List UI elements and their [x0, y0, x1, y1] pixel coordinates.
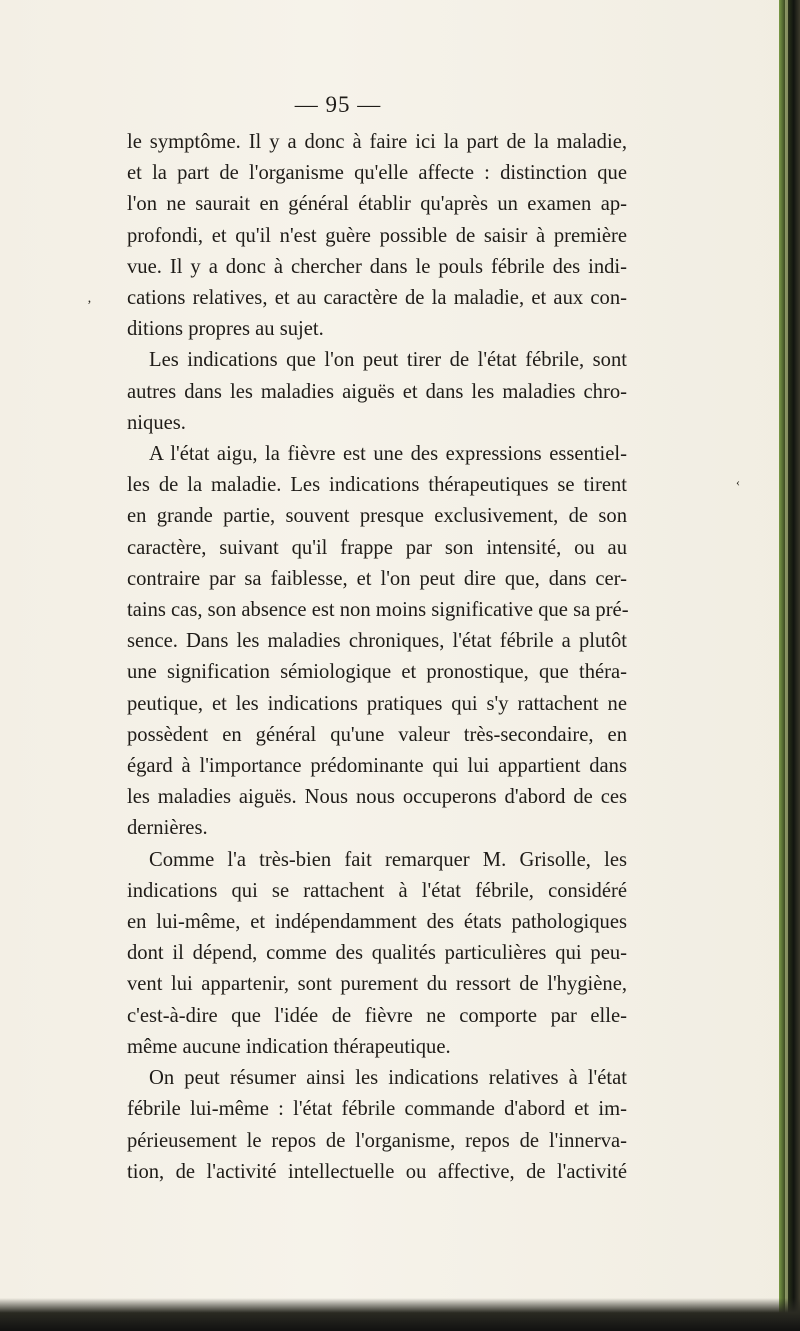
gutter-highlight: [785, 0, 788, 1331]
text-line: vent lui appartenir, sont purement du ressort de l'hygiène,: [127, 973, 627, 996]
text-line: fébrile lui-même : l'état fébrile commande d'abord et im-: [127, 1098, 627, 1121]
text-line: périeusement le repos de l'organisme, repos de l'innerva-: [127, 1129, 627, 1152]
text-line: le symptôme. Il y a donc à faire ici la part de la maladie,: [127, 131, 627, 153]
text-line: profondi, et qu'il n'est guère possible de saisir à première: [127, 224, 627, 247]
paragraph-3: [127, 439, 627, 845]
text-line: On peut résumer ainsi les indications relatives à l'état: [149, 1067, 627, 1090]
text-line: Les indications que l'on peut tirer de l'état fébrile, sont: [149, 349, 627, 372]
text-line: en lui-même, et indépendamment des états pathologiques: [127, 911, 627, 934]
text-line: dont il dépend, comme des qualités particulières qui peu-: [127, 942, 627, 965]
text-line: l'on ne saurait en général établir qu'après un examen ap-: [127, 193, 627, 216]
text-line: une signification sémiologique et pronostique, que théra-: [127, 661, 627, 684]
text-line: A l'état aigu, la fièvre est une des expressions essentiel-: [149, 443, 627, 466]
text-line: égard à l'importance prédominante qui lui appartient dans: [127, 755, 627, 778]
text-line: les maladies aiguës. Nous nous occuperons d'abord de ces: [127, 786, 627, 809]
text-line: niques.: [127, 411, 186, 434]
bottom-edge-shadow: [0, 1298, 800, 1331]
margin-mark-right: ‹: [736, 475, 740, 489]
paragraph-5: [127, 1063, 627, 1188]
text-line: les de la maladie. Les indications thérapeutiques se tirent: [127, 474, 627, 497]
text-line: autres dans les maladies aiguës et dans les maladies chro-: [127, 380, 627, 403]
text-line: ditions propres au sujet.: [127, 318, 324, 341]
paragraph-2: [127, 345, 627, 439]
text-line: et la part de l'organisme qu'elle affecte : distinction que: [127, 162, 627, 185]
text-line: peutique, et les indications pratiques qui s'y rattachent ne: [127, 692, 627, 715]
text-line: tion, de l'activité intellectuelle ou affective, de l'activité: [127, 1160, 627, 1183]
text-line: cations relatives, et au caractère de la maladie, et aux con-: [127, 287, 627, 310]
page-number-header: — 95 —: [294, 92, 382, 117]
text-line: vue. Il y a donc à chercher dans le pouls fébrile des indi-: [127, 255, 627, 278]
body-text: [127, 127, 627, 1188]
text-line: en grande partie, souvent presque exclusivement, de son: [127, 505, 627, 528]
text-line: dernières.: [127, 817, 208, 840]
text-line: Comme l'a très-bien fait remarquer M. Grisolle, les: [149, 848, 627, 871]
text-line: caractère, suivant qu'il frappe par son intensité, ou au: [127, 536, 627, 559]
paragraph-1: [127, 127, 627, 345]
text-line: indications qui se rattachent à l'état fébrile, considéré: [127, 879, 627, 902]
paragraph-4: [127, 845, 627, 1063]
text-line: sence. Dans les maladies chroniques, l'état fébrile a plutôt: [127, 630, 627, 653]
text-line: tains cas, son absence est non moins significative que sa pré-: [127, 599, 629, 622]
margin-mark-left: ‚: [87, 291, 92, 306]
text-line: même aucune indication thérapeutique.: [127, 1035, 451, 1058]
page-gutter-edge: [779, 0, 800, 1331]
text-line: possèdent en général qu'une valeur très-secondaire, en: [127, 723, 627, 746]
text-line: contraire par sa faiblesse, et l'on peut dire que, dans cer-: [127, 567, 627, 590]
text-line: c'est-à-dire que l'idée de fièvre ne comporte par elle-: [127, 1004, 627, 1027]
